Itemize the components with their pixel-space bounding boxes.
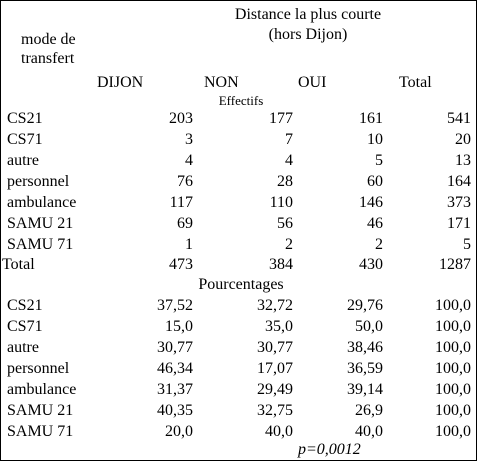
row-label: CS21 (7, 110, 43, 127)
cell-dijon: 31,37 (157, 381, 193, 398)
cell-dijon: 20,0 (165, 423, 193, 440)
cell-oui: 36,59 (347, 360, 383, 377)
cell-oui: 430 (359, 256, 383, 273)
cell-oui: 2 (375, 236, 383, 253)
cell-total: 100,0 (435, 402, 471, 419)
cell-non: 30,77 (257, 339, 293, 356)
column-group-title-line1: Distance la plus courte (234, 6, 382, 23)
cell-dijon: 4 (185, 152, 193, 169)
cell-total: 100,0 (435, 339, 471, 356)
cell-oui: 38,46 (347, 339, 383, 356)
cell-dijon: 30,77 (157, 339, 193, 356)
cell-oui: 161 (359, 110, 383, 127)
cell-dijon: 15,0 (165, 318, 193, 335)
cell-oui: 60 (367, 173, 383, 190)
cell-total: 171 (447, 215, 471, 232)
cell-non: 32,75 (257, 402, 293, 419)
cell-dijon: 76 (177, 173, 193, 190)
p-value-footnote: p=0,0012 (298, 441, 361, 458)
cell-oui: 46 (367, 215, 383, 232)
cell-non: 35,0 (265, 318, 293, 335)
row-label: CS21 (7, 297, 43, 314)
row-variable-label-line2: transfert (21, 50, 75, 67)
column-header-non: NON (204, 74, 239, 91)
cell-dijon: 117 (169, 194, 193, 211)
cell-oui: 146 (359, 194, 383, 211)
row-label: SAMU 71 (7, 236, 74, 253)
cell-non: 32,72 (257, 297, 293, 314)
column-header-dijon: DIJON (97, 74, 144, 91)
cell-total: 164 (447, 173, 471, 190)
cell-dijon: 40,35 (157, 402, 193, 419)
cell-oui: 5 (375, 152, 383, 169)
row-label: SAMU 21 (7, 402, 74, 419)
cell-oui: 26,9 (355, 402, 383, 419)
row-label: SAMU 21 (7, 215, 74, 232)
cell-total: 100,0 (435, 360, 471, 377)
row-label: ambulance (7, 381, 77, 398)
cell-oui: 39,14 (347, 381, 383, 398)
cell-total: 13 (455, 152, 471, 169)
cell-dijon: 203 (169, 110, 193, 127)
cell-dijon: 37,52 (157, 297, 193, 314)
cell-dijon: 473 (169, 256, 193, 273)
cell-total: 1287 (439, 256, 471, 273)
cell-total: 541 (447, 110, 471, 127)
cell-non: 177 (269, 110, 293, 127)
row-label: CS71 (7, 318, 43, 335)
cell-oui: 29,76 (347, 297, 383, 314)
row-label: CS71 (7, 131, 43, 148)
cell-non: 110 (269, 194, 293, 211)
cell-oui: 50,0 (355, 318, 383, 335)
row-label: Total (2, 256, 35, 273)
cell-non: 7 (285, 131, 293, 148)
cell-non: 4 (285, 152, 293, 169)
cell-non: 29,49 (257, 381, 293, 398)
cell-dijon: 3 (185, 131, 193, 148)
cell-non: 2 (285, 236, 293, 253)
cell-non: 28 (277, 173, 293, 190)
section-label-effectifs: Effectifs (218, 93, 264, 108)
column-header-oui: OUI (298, 74, 327, 91)
cell-total: 5 (463, 236, 471, 253)
cell-total: 20 (455, 131, 471, 148)
row-label: personnel (7, 360, 70, 377)
column-header-total: Total (399, 74, 432, 91)
cell-non: 56 (277, 215, 293, 232)
cell-total: 373 (447, 194, 471, 211)
cell-non: 384 (269, 256, 293, 273)
cell-non: 40,0 (265, 423, 293, 440)
cell-dijon: 46,34 (157, 360, 193, 377)
column-group-title-line2: (hors Dijon) (268, 26, 348, 43)
row-label: autre (7, 339, 39, 356)
cell-oui: 40,0 (355, 423, 383, 440)
cell-total: 100,0 (435, 381, 471, 398)
cell-non: 17,07 (257, 360, 293, 377)
row-label: personnel (7, 173, 70, 190)
cell-total: 100,0 (435, 318, 471, 335)
row-variable-label-line1: mode de (21, 31, 76, 48)
cell-total: 100,0 (435, 297, 471, 314)
cell-dijon: 1 (185, 236, 193, 253)
cell-total: 100,0 (435, 423, 471, 440)
cell-dijon: 69 (177, 215, 193, 232)
row-label: ambulance (7, 194, 77, 211)
row-label: autre (7, 152, 39, 169)
row-label: SAMU 71 (7, 423, 74, 440)
cell-oui: 10 (367, 131, 383, 148)
section-label-pourcentages: Pourcentages (198, 276, 284, 293)
